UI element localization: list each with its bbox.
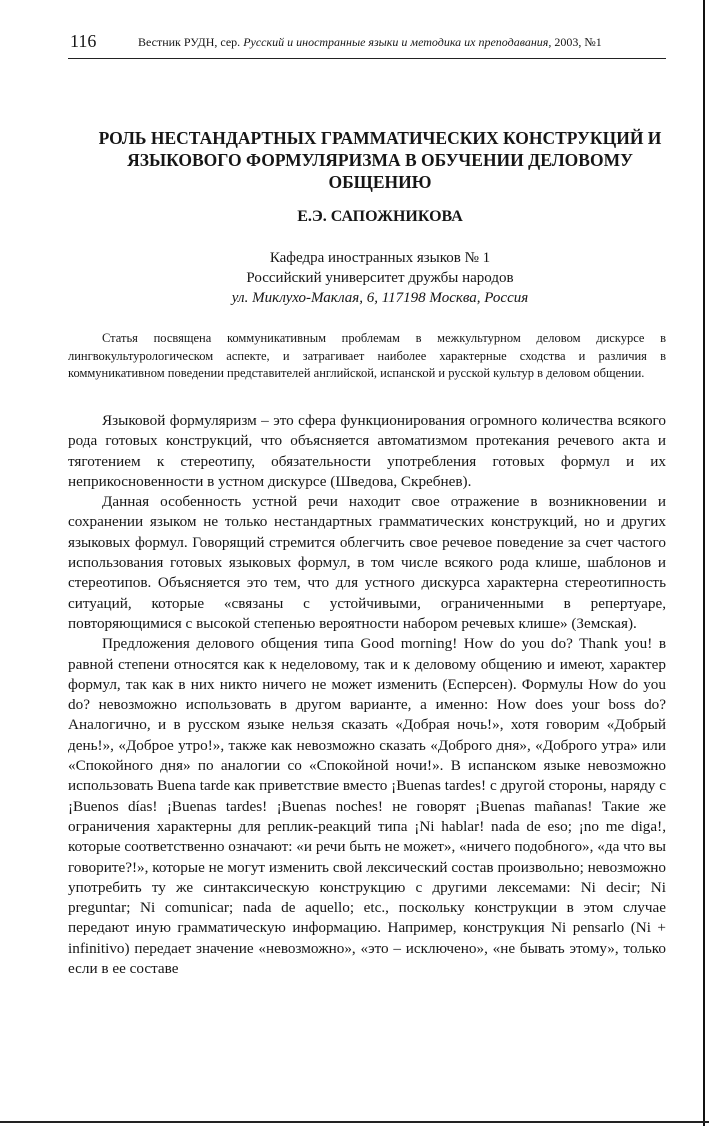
title-line: РОЛЬ НЕСТАНДАРТНЫХ ГРАММАТИЧЕСКИХ КОНСТРУКЦИЙ И — [98, 128, 662, 148]
journal-name: Вестник РУДН, сер. — [138, 35, 244, 49]
header-divider — [68, 58, 666, 59]
page-number: 116 — [70, 31, 97, 51]
body-paragraph: Предложения делового общения типа Good morning! How do you do? Thank you! в равной степени относятся как к неделовому, так и к деловому общению и имеют, характер формул, так как в них никто ничего не может изменить (Есперсен). Формулы How do you do? невозможно использовать в другом варианте, а именно: How does your boss do? Аналогично, и в русском языке нельзя сказать «Добрая ночь!», хотя говорим «Добрый день!», «Доброе утро!», также как невозможно сказать «Доброго дня», «Доброго утра» или «Спокойного дня» по аналогии со «Спокойной ночи!». В испанском языке невозможно использовать Buena tarde как приветствие вместо ¡Buenas tardes! с другой стороны, наряду с ¡Buenos días! ¡Buenas tardes! ¡Buenas noches! не говорят ¡Buenas mañanas! Такие же ограничения характерны для реплик-реакций типа ¡Ni hablar! nada de eso; ¡no me diga!, которые соответственно означают: «и речи быть не может», «ничего подобного», «да что вы говорите?!», которые не могут изменить свой лексический состав произвольно; невозможно употребить ту же синтаксическую конструкцию с другими лексемами: Ni decir; Ni preguntar; Ni comunicar; nada de aquello; etc., поскольку конструкции в этом случае передают иную грамматическую информацию. Например, конструкция Ni pensarlo (Ni + infinitivo) передает значение «невозможно», «это – исключено», «не бывать этому», только если в ее составе — [68, 635, 666, 978]
title-line: ОБЩЕНИЮ — [328, 172, 432, 192]
running-header — [70, 30, 666, 52]
article-abstract: Статья посвящена коммуникативным проблемам в межкультурном деловом дискурсе в лингвокультурологическом аспекте, и затрагивает наиболее характерные сходства и различия в коммуникативном поведении представителей английской, испанской и русской культур в деловом общении. — [68, 331, 666, 380]
address: ул. Миклухо-Маклая, 6, 117198 Москва, Россия — [231, 290, 529, 306]
page-bottom-edge — [0, 1121, 709, 1123]
department: Кафедра иностранных языков № 1 — [269, 250, 491, 266]
body-paragraph: Языковой формуляризм – это сфера функционирования огромного количества всякого рода готовых конструкций, что объясняется автоматизмом протекания речевого акта и тяготением к стереотипу, обязательности употребления готовых формул и их неприкосновенности в устном дискурсе (Шведова, Скребнев). — [68, 412, 666, 490]
article-title — [90, 127, 670, 193]
journal-issue: 2003, №1 — [551, 35, 602, 49]
title-line: ЯЗЫКОВОГО ФОРМУЛЯРИЗМА В ОБУЧЕНИИ ДЕЛОВОМУ — [127, 150, 633, 170]
author-affiliation — [90, 248, 670, 308]
journal-series: Русский и иностранные языки и методика их преподавания, — [243, 35, 552, 49]
article-body — [68, 411, 666, 979]
page-edge-rule — [703, 0, 705, 1126]
body-paragraph: Данная особенность устной речи находит свое отражение в возникновении и сохранении языком не только нестандартных грамматических конструкций, но и других языковых формул. Говорящий стремится облегчить свое речевое поведение за счет частого использования готовых языковых формул, в том числе всякого рода клише, шаблонов и стереотипов. Объясняется это тем, что для устного дискурса характерна стереотипность ситуаций, которые «связаны с устойчивыми, ограниченными в репертуаре, повторяющимися с высокой степенью вероятности набором речевых клише» (Земская). — [68, 493, 666, 632]
journal-citation — [138, 33, 602, 51]
university: Российский университет дружбы народов — [246, 270, 514, 286]
article-author: Е.Э. САПОЖНИКОВА — [297, 208, 463, 225]
